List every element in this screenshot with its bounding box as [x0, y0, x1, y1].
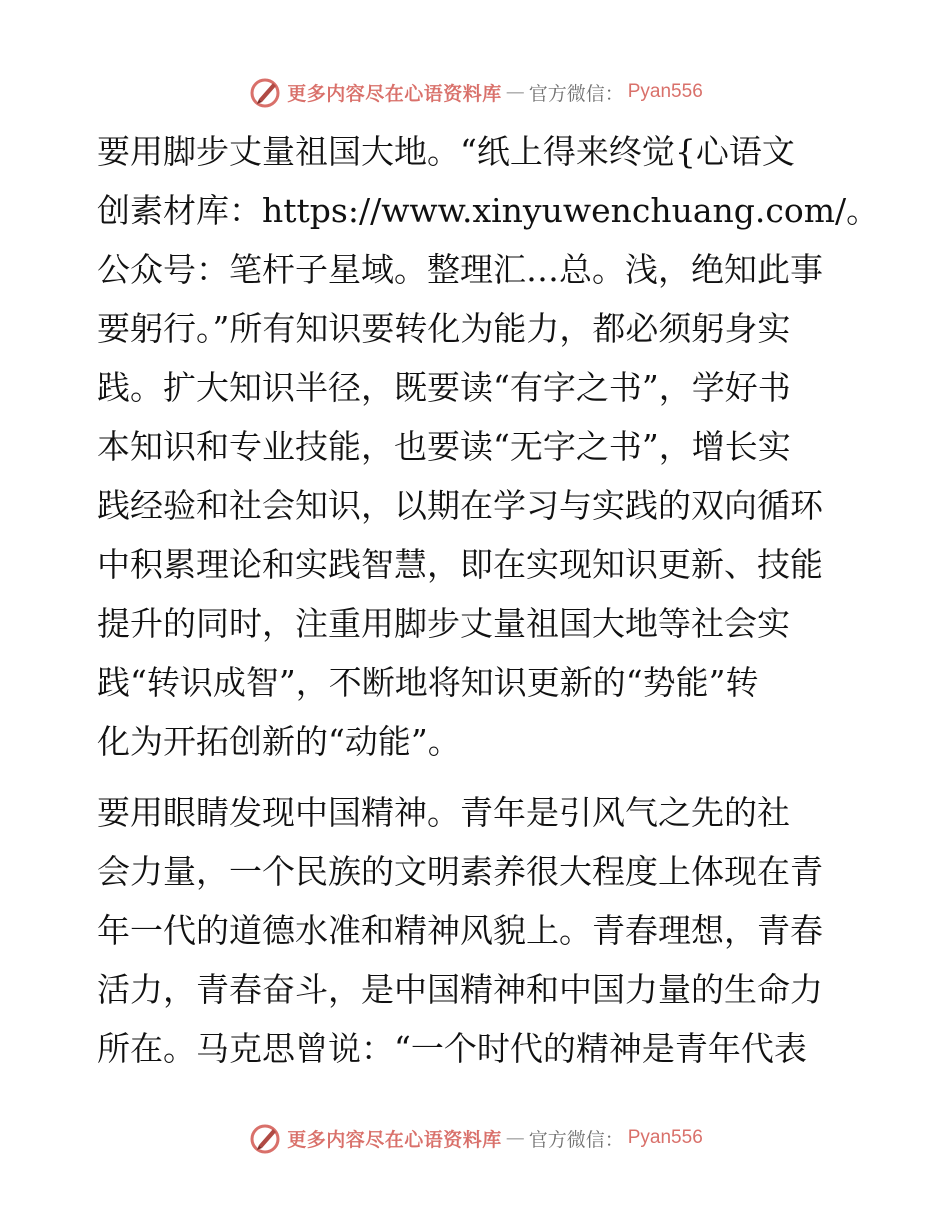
watermark-wechat-id: Pyan556	[627, 1127, 703, 1148]
text-line: 践“转识成智”，不断地将知识更新的“势能”转	[97, 663, 759, 702]
watermark-footer	[0, 1118, 950, 1158]
text-line: 所在。马克思曾说：“一个时代的精神是青年代表	[97, 1029, 807, 1068]
text-line: 要用脚步丈量祖国大地。“纸上得来终觉{心语文	[97, 132, 795, 171]
paragraph-1	[97, 122, 880, 771]
text-line: 公众号：笔杆子星域。整理汇…总。浅，绝知此事	[97, 250, 823, 289]
paragraph-2	[97, 783, 853, 1078]
text-line: 提升的同时，注重用脚步丈量祖国大地等社会实	[97, 604, 790, 643]
watermark-header	[0, 72, 950, 112]
text-line: 本知识和专业技能，也要读“无字之书”，增长实	[97, 427, 791, 466]
watermark-site-text: 更多内容尽在心语资料库	[287, 82, 502, 105]
watermark-separator: —	[505, 1127, 525, 1149]
watermark-wechat-id: Pyan556	[627, 81, 703, 102]
text-line: 年一代的道德水准和精神风貌上。青春理想，青春	[97, 911, 823, 950]
text-line: 活力，青春奋斗，是中国精神和中国力量的生命力	[97, 970, 823, 1009]
article-body	[97, 122, 880, 1078]
watermark-label: 官方微信：	[528, 1128, 624, 1151]
text-line: 会力量，一个民族的文明素养很大程度上体现在青	[97, 852, 823, 891]
text-line: 化为开拓创新的“动能”。	[97, 722, 461, 761]
text-line: 要躬行。”所有知识要转化为能力，都必须躬身实	[97, 309, 791, 348]
text-line: 践。扩大知识半径，既要读“有字之书”，学好书	[97, 368, 791, 407]
watermark-separator: —	[505, 81, 525, 103]
text-line: 要用眼睛发现中国精神。青年是引风气之先的社	[97, 793, 790, 832]
text-line: 中积累理论和实践智慧，即在实现知识更新、技能	[97, 545, 823, 584]
watermark-label: 官方微信：	[528, 82, 624, 105]
text-line: 创素材库：https://www.xinyuwenchuang.com/。	[97, 191, 880, 230]
watermark-site-text: 更多内容尽在心语资料库	[287, 1128, 502, 1151]
quill-logo-icon	[247, 74, 283, 110]
text-line: 践经验和社会知识，以期在学习与实践的双向循环	[97, 486, 823, 525]
quill-logo-icon	[247, 1120, 283, 1156]
